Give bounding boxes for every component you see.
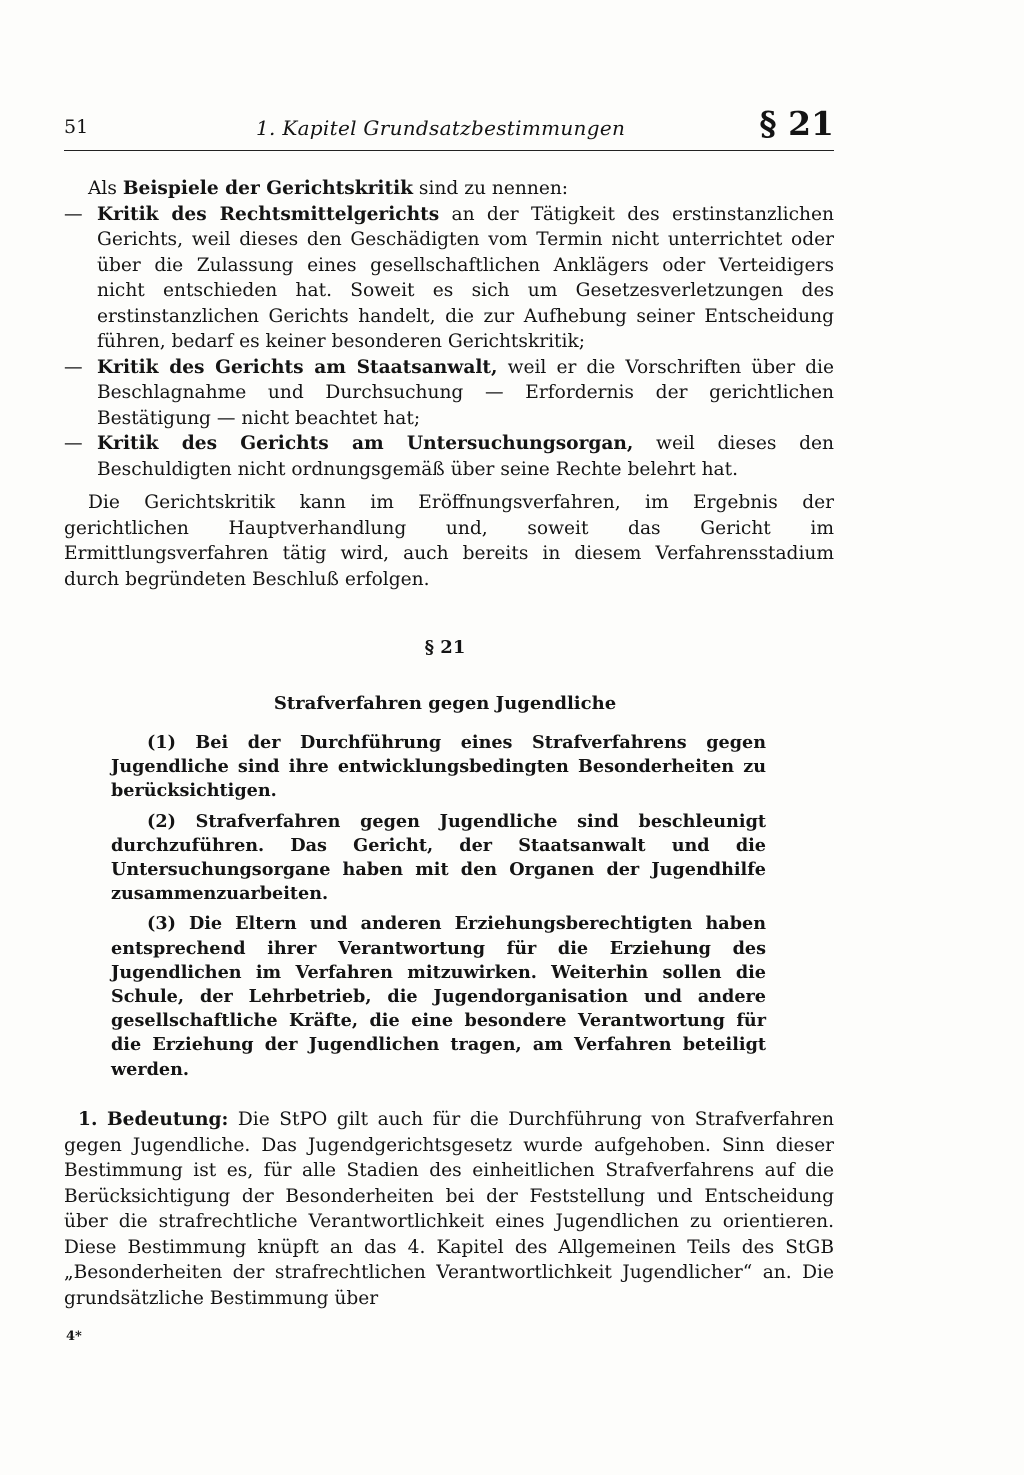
list-item-bold: Kritik des Gerichts am Untersuchungsorgan, [97,433,634,454]
commentary-heading: Bedeutung: [106,1109,229,1130]
commentary-number: 1. [78,1109,98,1130]
list-item [64,202,834,355]
intro-lead-bold: Beispiele der Gerichtskritik [122,178,414,199]
dash-bullet: — [64,203,83,225]
list-item [64,431,834,482]
intro-closing: Die Gerichtskritik kann im Eröffnungsverfahren, im Ergebnis der gerichtlichen Hauptverhandlung und, soweit das Gericht im Ermittlungsverfahren tätig wird, auch bereits in diesem Verfahrensstadium durch begründeten Beschluß erfolgen. [64,492,834,590]
paragraph-number: § 21 [424,637,466,658]
list-item-text: weil er die Vorschriften über die Beschlagnahme und Durchsuchung — Erfordernis der gerichtlichen Bestätigung — nicht beachtet hat; [97,356,835,429]
page-number: 51 [64,116,89,138]
law-text [111,731,766,1088]
list-item-bold: Kritik des Rechtsmittelgerichts [97,203,440,225]
paragraph-heading: Strafverfahren gegen Jugendliche [273,693,617,714]
section-marker: § 21 [759,104,834,143]
signature-mark: 4* [66,1329,82,1344]
list-item [64,355,834,432]
subsection-1: (1) Bei der Durchführung eines Strafverfahrens gegen Jugendliche sind ihre entwicklungsbedingten Besonderheiten zu berücksichtigen. [111,732,766,802]
subsection-2: (2) Strafverfahren gegen Jugendliche sind beschleunigt durchzuführen. Das Gericht, der Staatsanwalt und die Untersuchungsorgane haben mit den Organen der Jugendhilfe zusammenzuarbeiten. [111,810,766,905]
intro-lead: Als Beispiele der Gerichtskritik sind zu nennen: [88,178,569,199]
commentary-paragraph [64,1107,834,1311]
list-item-text: weil dieses den Beschuldigten nicht ordnungsgemäß über seine Rechte belehrt hat. [97,433,834,480]
commentary-text: Die StPO gilt auch für die Durchführung von Strafverfahren gegen Jugendliche. Das Jugendgerichtsgesetz wurde aufgehoben. Sinn dieser Bestimmung ist es, für alle Stadien des einheitlichen Strafverfahrens auf die Berücksichtigung der Besonderheiten bei der Feststellung und Entscheidung über die strafrechtliche Verantwortlichkeit eines Jugendlichen zu orientieren. Diese Bestimmung knüpft an das 4. Kapitel des Allgemeinen Teils des StGB „Besonderheiten der strafrechtlichen Verantwortlichkeit Jugendlicher“ an. Die grundsätzliche Bestimmung über [64,1109,834,1309]
subsection-3: (3) Die Eltern und anderen Erziehungsberechtigten haben entsprechend ihrer Verantwortung für die Erziehung des Jugendlichen im Verfahren mitzuwirken. Weiterhin sollen die Schule, der Lehrbetrieb, die Jugendorganisation und andere gesellschaftliche Kräfte, die eine besondere Verantwortung für die Erziehung der Jugendlichen tragen, am Verfahren beteiligt werden. [111,913,766,1080]
page-header [64,104,834,151]
dash-bullet: — [64,356,83,378]
intro-section [64,176,834,592]
chapter-title: 1. Kapitel Grundsatzbestimmungen [256,116,626,140]
list-item-text: an der Tätigkeit des erstinstanzlichen Gerichts, weil dieses den Geschädigten vom Termin nicht unterrichtet oder über die Zulassung eines gesellschaftlichen Anklägers oder Verteidigers nicht entschieden hat. Soweit es sich um Gesetzesverletzungen des erstinstanzlichen Gerichts handelt, die zur Aufhebung seiner Entscheidung führen, bedarf es keiner besonderen Gerichtskritik; [97,203,834,352]
dash-bullet: — [64,433,83,454]
commentary-section [64,1107,834,1311]
list-item-bold: Kritik des Gerichts am Staatsanwalt, [97,356,498,378]
